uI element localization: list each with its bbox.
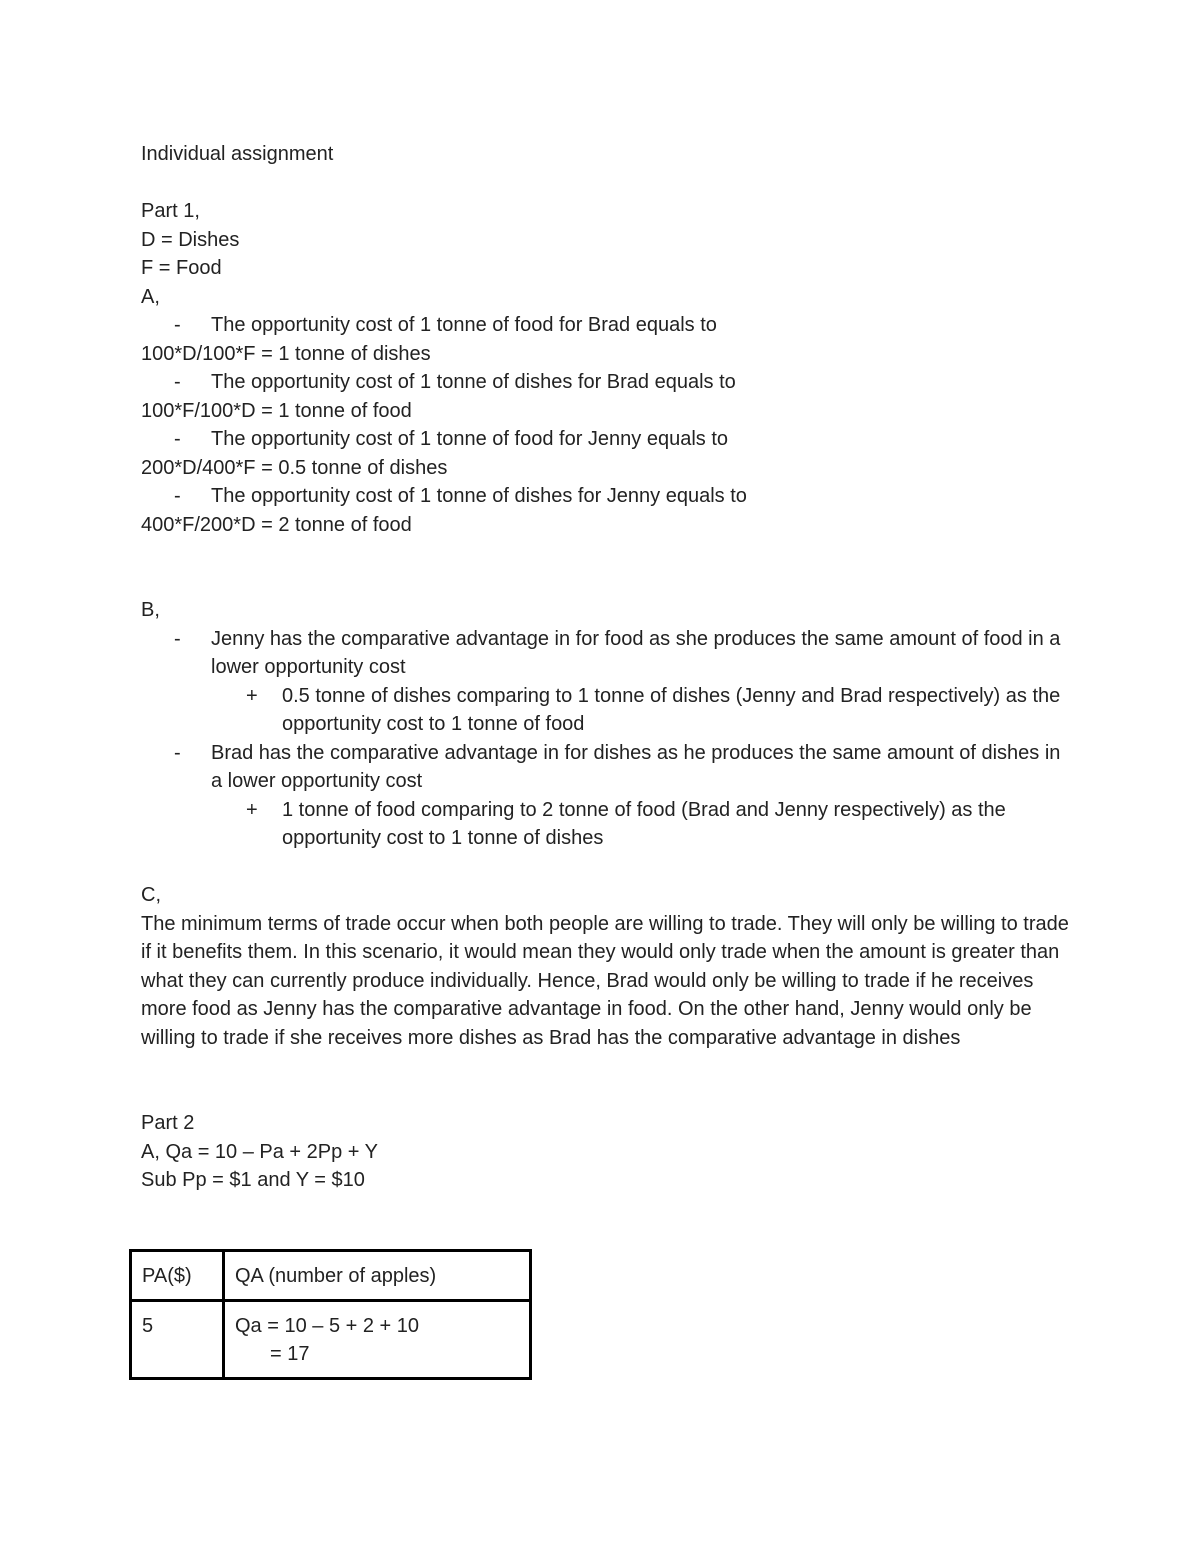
section-a-label: A, (141, 285, 160, 308)
list-item (141, 739, 1071, 796)
table-header-qa: QA (number of apples) (224, 1251, 531, 1301)
bullet-dash: - (174, 314, 181, 336)
list-item-continuation: 400*F/200*D = 2 tonne of food (141, 513, 412, 536)
list-item-text: The opportunity cost of 1 tonne of food for Jenny equals to (211, 428, 729, 450)
list-item (141, 425, 1071, 454)
document-title: Individual assignment (141, 143, 334, 165)
bullet-dash: - (174, 485, 181, 507)
bullet-dash: - (174, 741, 181, 764)
section-b-label: B, (141, 599, 160, 621)
qa-result-line: = 17 (270, 1343, 310, 1365)
part1-heading: Part 1, (141, 200, 200, 222)
bullet-dash: - (174, 371, 181, 393)
table-header-pa: PA($) (131, 1251, 224, 1301)
bullet-plus: + (246, 798, 258, 821)
table-cell-qa (224, 1300, 531, 1378)
list-item-text: Brad has the comparative advantage in for dishes as he produces the same amount of dishes in a lower opportunity cost (211, 741, 1061, 792)
sub-list-item (141, 796, 1071, 853)
list-item-continuation: 100*D/100*F = 1 tonne of dishes (141, 342, 431, 365)
bullet-plus: + (246, 684, 258, 707)
part2-heading: Part 2 (141, 1112, 195, 1134)
list-item (141, 625, 1071, 682)
substitution-note: Sub Pp = $1 and Y = $10 (141, 1169, 365, 1191)
qa-calc-line: Qa = 10 – 5 + 2 + 10 (235, 1314, 420, 1337)
definition-dishes: D = Dishes (141, 228, 240, 251)
list-item (141, 368, 1071, 397)
table-row (131, 1300, 531, 1378)
section-c-label: C, (141, 884, 161, 906)
sub-list-item-text: 1 tonne of food comparing to 2 tonne of food (Brad and Jenny respectively) as the opportunity cost to 1 tonne of dishes (282, 798, 1006, 849)
list-item-continuation: 100*F/100*D = 1 tonne of food (141, 399, 412, 422)
list-item (141, 311, 1071, 340)
list-item-text: The opportunity cost of 1 tonne of dishes for Jenny equals to (211, 485, 747, 507)
list-item-continuation: 200*D/400*F = 0.5 tonne of dishes (141, 456, 448, 479)
bullet-dash: - (174, 428, 181, 450)
demand-table (129, 1249, 532, 1380)
definition-food: F = Food (141, 257, 222, 279)
bullet-dash: - (174, 627, 181, 650)
list-item-text: Jenny has the comparative advantage in for food as she produces the same amount of food in a lower opportunity cost (211, 627, 1061, 678)
list-item (141, 482, 1071, 511)
sub-list-item (141, 682, 1071, 739)
demand-equation: A, Qa = 10 – Pa + 2Pp + Y (141, 1140, 379, 1163)
table-cell-pa: 5 (131, 1300, 224, 1378)
list-item-text: The opportunity cost of 1 tonne of dishes for Brad equals to (211, 371, 736, 393)
document-body (141, 140, 1071, 1195)
sub-list-item-text: 0.5 tonne of dishes comparing to 1 tonne of dishes (Jenny and Brad respectively) as the opportunity cost to 1 tonne of food (282, 684, 1061, 735)
section-c-paragraph: The minimum terms of trade occur when both people are willing to trade. They will only be willing to trade if it benefits them. In this scenario, it would mean they would only trade when the amount is greater than what they can currently produce individually. Hence, Brad would only be willing to trade if he receives more food as Jenny has the comparative advantage in food. On the other hand, Jenny would only be willing to trade if she receives more dishes as Brad has the comparative advantage in dishes (141, 912, 1069, 1049)
table-header-row (131, 1251, 531, 1301)
list-item-text: The opportunity cost of 1 tonne of food for Brad equals to (211, 314, 717, 336)
